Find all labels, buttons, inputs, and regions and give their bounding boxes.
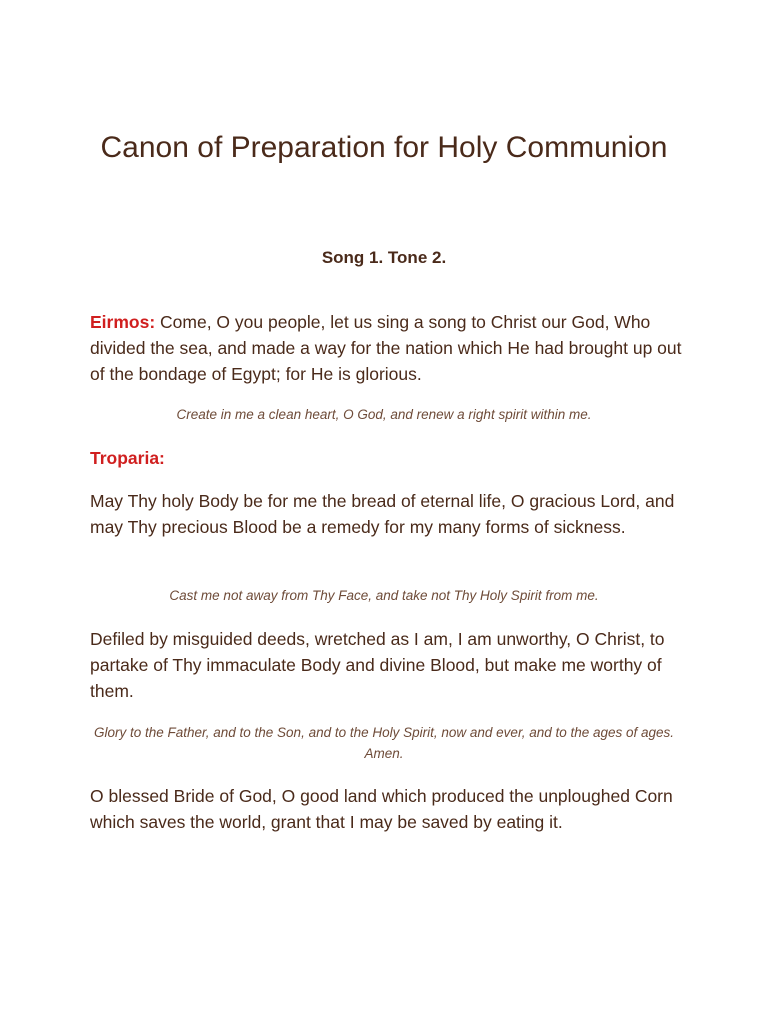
psalm-verse-1: Create in me a clean heart, O God, and renew a right spirit within me. [176,407,592,422]
song-heading: Song 1. Tone 2. [321,248,447,267]
troparion-2: Defiled by misguided deeds, wretched as I am, I am unworthy, O Christ, to partake of Thy immaculate Body and divine Blood, but make me worthy of them. [90,629,665,701]
troparia-label: Troparia: [90,448,165,468]
eirmos-paragraph [90,309,690,387]
troparion-3: O blessed Bride of God, O good land which produced the unploughed Corn which saves the world, grant that I may be saved by eating it. [90,786,673,832]
eirmos-text: Come, O you people, let us sing a song to Christ our God, Who divided the sea, and made a way for the nation which He had brought up out of the bondage of Egypt; for He is glorious. [90,312,682,384]
psalm-verse-2: Cast me not away from Thy Face, and take not Thy Holy Spirit from me. [169,588,599,603]
troparion-1: May Thy holy Body be for me the bread of eternal life, O gracious Lord, and may Thy precious Blood be a remedy for my many forms of sickness. [90,491,675,537]
page-title: Canon of Preparation for Holy Communion [100,131,668,164]
eirmos-label: Eirmos: [90,312,156,332]
doxology-verse: Glory to the Father, and to the Son, and to the Holy Spirit, now and ever, and to the ages of ages. Amen. [93,725,675,761]
